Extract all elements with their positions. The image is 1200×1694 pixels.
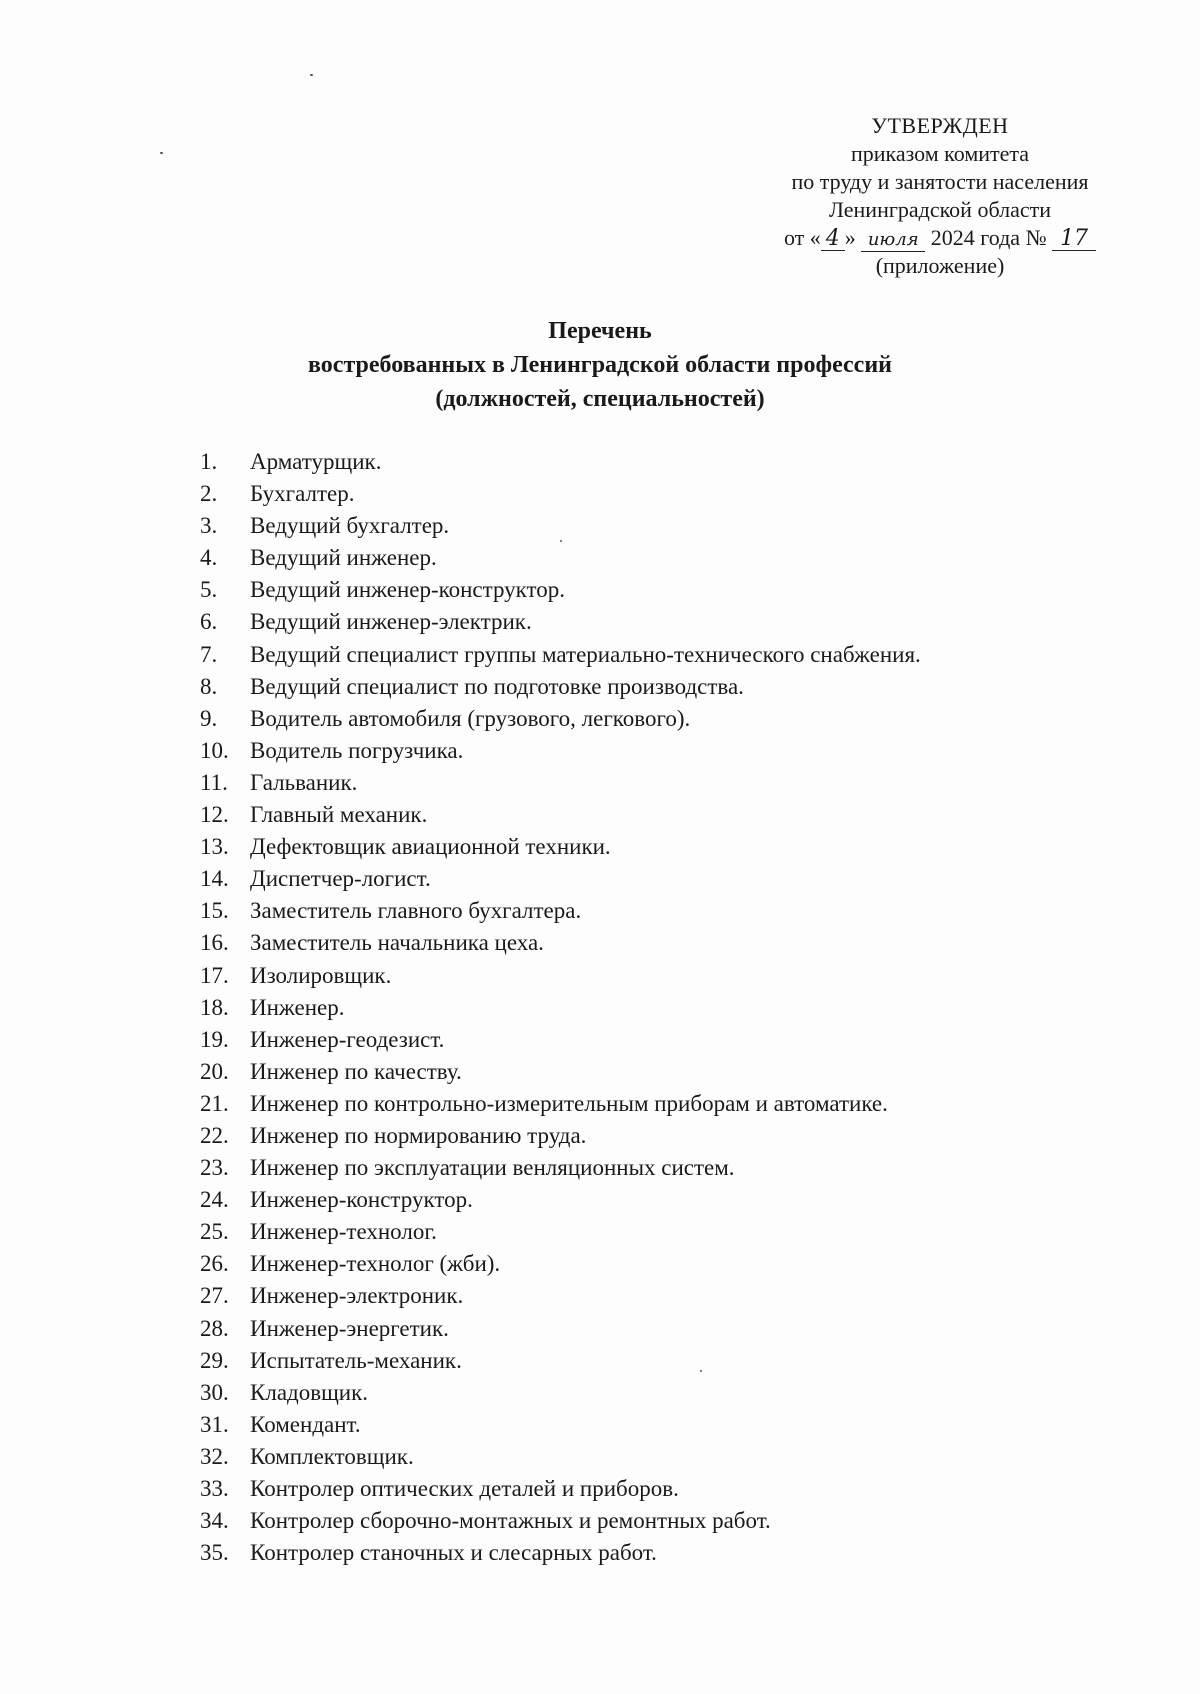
heading-line-3: (должностей, специальностей) <box>435 386 765 412</box>
list-item-text: Ведущий бухгалтер. <box>250 513 450 539</box>
list-item-number: 31. <box>200 1411 229 1437</box>
list-item-text: Инженер по эксплуатации венляционных систем. <box>250 1155 735 1181</box>
list-item-text: Инженер. <box>250 994 345 1020</box>
list-item-number: 32. <box>200 1443 229 1469</box>
list-item-number: 22. <box>200 1122 229 1148</box>
date-prefix: от « <box>783 225 821 250</box>
list-item <box>200 1377 1160 1409</box>
approval-stamp-block <box>740 112 1140 280</box>
approval-line-region: Ленинградской области <box>829 197 1051 222</box>
list-item-number: 15. <box>200 898 229 924</box>
list-item-number: 16. <box>200 930 229 956</box>
list-item <box>200 1152 1160 1184</box>
list-item-number: 2. <box>200 481 218 507</box>
list-item-number: 23. <box>200 1155 229 1181</box>
professions-list <box>200 446 1160 1569</box>
list-item <box>200 606 1160 638</box>
list-item-number: 30. <box>200 1379 229 1405</box>
list-item-text: Дефектовщик авиационной техники. <box>250 834 611 860</box>
list-item-number: 27. <box>200 1283 229 1309</box>
date-year: 2024 года № <box>925 225 1053 250</box>
list-item-text: Ведущий специалист по подготовке производства. <box>250 673 744 699</box>
approval-title: УТВЕРЖДЕН <box>871 113 1009 138</box>
list-item <box>200 1088 1160 1120</box>
list-item <box>200 671 1160 703</box>
list-item-text: Изолировщик. <box>250 962 392 988</box>
list-item <box>200 1184 1160 1216</box>
list-item-text: Комендант. <box>250 1411 361 1437</box>
list-item-number: 20. <box>200 1058 229 1084</box>
list-item-number: 10. <box>200 737 229 763</box>
list-item-number: 28. <box>200 1315 229 1341</box>
approval-date-line <box>740 224 1140 252</box>
list-item-number: 33. <box>200 1476 229 1501</box>
list-item-text: Ведущий инженер-конструктор. <box>250 577 566 603</box>
list-item <box>200 895 1160 927</box>
list-item-text: Инженер-энергетик. <box>250 1315 449 1341</box>
list-item <box>200 735 1160 767</box>
list-item <box>200 510 1160 542</box>
list-item <box>200 1473 1160 1505</box>
list-item <box>200 1216 1160 1248</box>
list-item-number: 35. <box>200 1540 229 1566</box>
list-item-text: Контролер станочных и слесарных работ. <box>250 1540 657 1566</box>
list-item-text: Водитель погрузчика. <box>250 737 464 763</box>
list-item-number: 12. <box>200 802 229 828</box>
date-mid: » <box>844 225 856 250</box>
approval-line-committee: по труду и занятости населения <box>791 169 1089 194</box>
handwritten-order-number: 17 <box>1052 228 1096 251</box>
list-item-number: 8. <box>200 673 218 699</box>
list-item-number: 5. <box>200 577 218 603</box>
handwritten-month: июля <box>861 229 925 252</box>
list-item-number: 25. <box>200 1219 229 1245</box>
document-heading <box>0 314 1200 416</box>
list-item-text: Инженер по контрольно-измерительным приборам и автоматике. <box>250 1090 888 1116</box>
list-item-text: Испытатель-механик. <box>250 1347 462 1373</box>
list-item <box>200 1313 1160 1345</box>
list-item <box>200 574 1160 606</box>
list-item-text: Ведущий специалист группы материально-технического снабжения. <box>250 641 921 667</box>
list-item <box>200 1505 1160 1537</box>
list-item-text: Инженер-электроник. <box>250 1283 464 1309</box>
list-item-text: Арматурщик. <box>250 449 382 474</box>
list-item-text: Заместитель начальника цеха. <box>250 930 544 956</box>
list-item-number: 1. <box>200 449 218 474</box>
list-item-text: Заместитель главного бухгалтера. <box>250 898 582 924</box>
list-item <box>200 799 1160 831</box>
list-item <box>200 831 1160 863</box>
list-item-text: Инженер-конструктор. <box>250 1187 473 1213</box>
list-item-number: 6. <box>200 609 218 635</box>
list-item-text: Инженер по нормированию труда. <box>250 1122 587 1148</box>
list-item-text: Гальваник. <box>250 769 358 795</box>
list-item-number: 29. <box>200 1347 229 1373</box>
list-item <box>200 1537 1160 1569</box>
list-item-number: 24. <box>200 1187 229 1213</box>
list-item-number: 18. <box>200 994 229 1020</box>
list-item <box>200 1024 1160 1056</box>
list-item-text: Ведущий инженер-электрик. <box>250 609 532 635</box>
list-item <box>200 1120 1160 1152</box>
approval-note: (приложение) <box>875 253 1005 278</box>
list-item <box>200 478 1160 510</box>
list-item-number: 11. <box>200 769 228 795</box>
list-item <box>200 446 1160 478</box>
list-item <box>200 542 1160 574</box>
list-item-number: 19. <box>200 1026 229 1052</box>
list-item <box>200 863 1160 895</box>
list-item <box>200 992 1160 1024</box>
list-item-number: 9. <box>200 705 218 731</box>
list-item-text: Инженер по качеству. <box>250 1058 462 1084</box>
list-item <box>200 767 1160 799</box>
list-item-text: Комплектовщик. <box>250 1443 414 1469</box>
list-item <box>200 1248 1160 1280</box>
approval-line-order: приказом комитета <box>850 141 1030 166</box>
list-item <box>200 1056 1160 1088</box>
list-item <box>200 1409 1160 1441</box>
list-item <box>200 927 1160 959</box>
heading-line-2: востребованных в Ленинградской области профессий <box>308 352 892 378</box>
list-item-text: Инженер-геодезист. <box>250 1026 445 1052</box>
list-item <box>200 703 1160 735</box>
list-item-number: 14. <box>200 866 229 892</box>
list-item-number: 26. <box>200 1251 229 1277</box>
list-item-text: Контролер оптических деталей и приборов. <box>250 1476 679 1501</box>
list-item-number: 13. <box>200 834 229 860</box>
handwritten-day: 4 <box>821 228 845 251</box>
list-item-number: 4. <box>200 545 218 571</box>
heading-line-1: Перечень <box>548 318 652 344</box>
list-item <box>200 1345 1160 1377</box>
list-item <box>200 960 1160 992</box>
list-item <box>200 1280 1160 1312</box>
list-item-text: Кладовщик. <box>250 1379 369 1405</box>
list-item-text: Ведущий инженер. <box>250 545 437 571</box>
list-item <box>200 1441 1160 1473</box>
list-item-number: 34. <box>200 1508 229 1534</box>
list-item-text: Главный механик. <box>250 802 428 828</box>
list-item-text: Водитель автомобиля (грузового, легкового). <box>250 705 691 731</box>
list-item-number: 7. <box>200 641 218 667</box>
list-item-text: Диспетчер-логист. <box>250 866 431 892</box>
list-item-text: Инженер-технолог. <box>250 1219 437 1245</box>
list-item <box>200 639 1160 671</box>
list-item-number: 17. <box>200 962 229 988</box>
scan-speck <box>310 74 313 76</box>
list-item-number: 21. <box>200 1090 229 1116</box>
list-item-number: 3. <box>200 513 218 539</box>
list-item-text: Контролер сборочно-монтажных и ремонтных работ. <box>250 1508 771 1534</box>
list-item-text: Бухгалтер. <box>250 481 355 507</box>
list-item-text: Инженер-технолог (жби). <box>250 1251 501 1277</box>
scan-speck <box>160 152 163 154</box>
